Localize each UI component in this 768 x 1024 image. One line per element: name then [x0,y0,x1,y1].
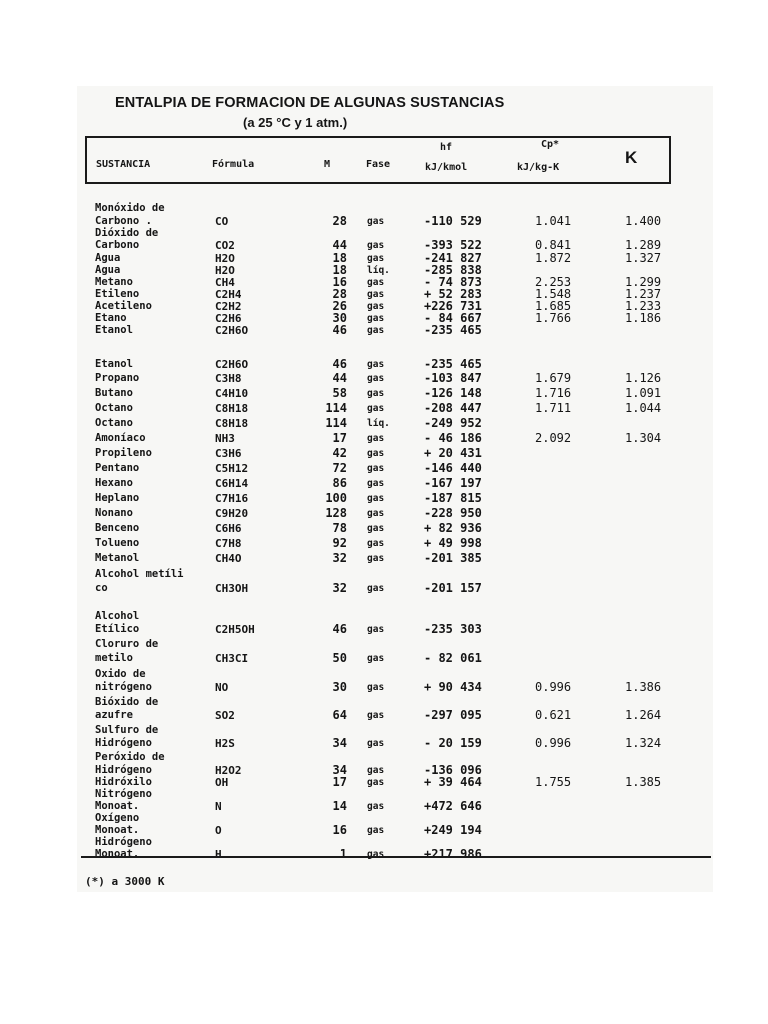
scanned-page [77,86,713,892]
cell-formula: C8H18 [215,417,249,430]
cell-hf: -201 157 [424,581,482,595]
cell-cp: 0.621 [535,708,572,722]
cell-name: Carbono . [95,215,152,227]
cell-fase: gas [367,448,385,459]
cell-fase: gas [367,359,385,370]
cell-m: 32 [332,551,347,565]
cell-m: 46 [332,622,347,636]
cell-name: Hidrógeno [95,737,152,749]
cell-hf: -241 827 [424,251,482,265]
header-k: K [625,148,638,167]
cell-name: Oxido de [95,668,146,680]
cell-name: Etano [95,312,127,324]
cell-fase: gas [367,388,385,399]
cell-m: 42 [332,446,347,460]
cell-m: 100 [325,491,347,505]
cell-fase: gas [367,583,385,594]
cell-fase: gas [367,277,385,288]
cell-name: Butano [95,387,133,399]
cell-m: 16 [332,275,347,289]
cell-fase: gas [367,478,385,489]
cell-k: 1.385 [625,775,662,789]
cell-hf: +249 194 [424,823,482,837]
cell-fase: gas [367,433,385,444]
cell-formula: H2S [215,737,235,750]
cell-hf: -110 529 [424,214,482,228]
cell-m: 28 [332,287,347,301]
cell-cp: 2.253 [535,275,572,289]
cell-cp: 0.841 [535,238,572,252]
cell-name: Monoat. [95,824,140,836]
cell-formula: H2O2 [215,764,242,777]
cell-hf: -126 148 [424,386,482,400]
cell-k: 1.400 [625,214,662,228]
cell-hf: -167 197 [424,476,482,490]
cell-cp: 1.548 [535,287,572,301]
cell-name: Monoat. [95,848,140,860]
cell-hf: -235 465 [424,357,482,371]
cell-hf: - 82 061 [424,651,482,665]
cell-fase: gas [367,710,385,721]
cell-cp: 1.041 [535,214,572,228]
cell-m: 34 [332,763,347,777]
cell-m: 64 [332,708,347,722]
cell-formula: C7H16 [215,492,249,505]
cell-name: Peróxido de [95,751,165,763]
cell-fase: líq. [367,265,390,276]
cell-m: 18 [332,251,347,265]
cell-m: 32 [332,581,347,595]
cell-fase: gas [367,777,385,788]
cell-hf: -235 465 [424,323,482,337]
cell-formula: H2O [215,252,235,265]
cell-name: Pentano [95,462,140,474]
cell-formula: CO [215,215,229,228]
cell-hf: +226 731 [424,299,482,313]
cell-m: 78 [332,521,347,535]
footnote: (*) a 3000 K [85,875,165,888]
cell-k: 1.264 [625,708,662,722]
cell-hf: +472 646 [424,799,482,813]
cell-name: azufre [95,709,133,721]
cell-fase: gas [367,765,385,776]
cell-fase: gas [367,653,385,664]
cell-cp: 1.716 [535,386,572,400]
cell-formula: H [215,848,222,861]
cell-k: 1.304 [625,431,662,445]
cell-m: 58 [332,386,347,400]
cell-fase: gas [367,738,385,749]
cell-fase: gas [367,493,385,504]
cell-formula: CH3OH [215,582,249,595]
cell-m: 16 [332,823,347,837]
cell-name: Propano [95,372,140,384]
cell-hf: +217 986 [424,847,482,861]
cell-formula: C3H8 [215,372,242,385]
cell-hf: -228 950 [424,506,482,520]
cell-name: Etanol [95,324,133,336]
cell-hf: -285 838 [424,263,482,277]
cell-formula: OH [215,776,229,789]
table-bottom-rule [81,856,711,858]
cell-hf: + 49 998 [424,536,482,550]
cell-hf: - 74 873 [424,275,482,289]
cell-fase: gas [367,538,385,549]
cell-fase: gas [367,325,385,336]
header-sustancia: SUSTANCIA [96,159,151,170]
cell-fase: gas [367,240,385,251]
cell-fase: gas [367,825,385,836]
cell-name: Oxígeno [95,812,140,824]
header-formula: Fórmula [212,159,255,170]
cell-m: 30 [332,680,347,694]
cell-name: Sulfuro de [95,724,159,736]
cell-m: 18 [332,263,347,277]
cell-cp: 1.711 [535,401,572,415]
cell-fase: gas [367,624,385,635]
cell-formula: C3H6 [215,447,242,460]
cell-k: 1.126 [625,371,662,385]
cell-hf: -393 522 [424,238,482,252]
cell-formula: C6H6 [215,522,242,535]
cell-fase: gas [367,523,385,534]
cell-m: 30 [332,311,347,325]
cell-formula: NH3 [215,432,235,445]
cell-hf: -235 303 [424,622,482,636]
cell-name: Cloruro de [95,638,159,650]
cell-m: 114 [325,401,347,415]
cell-k: 1.091 [625,386,662,400]
cell-cp: 1.679 [535,371,572,385]
cell-hf: - 84 667 [424,311,482,325]
cell-formula: C2H4 [215,288,242,301]
cell-m: 17 [332,431,347,445]
cell-k: 1.289 [625,238,662,252]
cell-hf: -146 440 [424,461,482,475]
cell-formula: O [215,824,222,837]
cell-name: Alcohol [95,610,140,622]
cell-name: nitrógeno [95,681,152,693]
cell-fase: gas [367,289,385,300]
cell-cp: 0.996 [535,736,572,750]
cell-hf: -208 447 [424,401,482,415]
cell-formula: C4H10 [215,387,249,400]
cell-name: Octano [95,417,133,429]
cell-formula: CH4 [215,276,235,289]
cell-name: Amoníaco [95,432,146,444]
cell-hf: -249 952 [424,416,482,430]
cell-formula: C7H8 [215,537,242,550]
cell-name: Monóxido de [95,202,165,214]
cell-hf: + 39 464 [424,775,482,789]
cell-formula: C8H18 [215,402,249,415]
cell-cp: 1.872 [535,251,572,265]
cell-name: Nonano [95,507,133,519]
cell-fase: gas [367,216,385,227]
cell-fase: líq. [367,418,390,429]
cell-formula: SO2 [215,709,235,722]
cell-name: Nitrógeno [95,788,152,800]
cell-name: Dióxido de [95,227,159,239]
cell-m: 26 [332,299,347,313]
cell-k: 1.233 [625,299,662,313]
cell-hf: -187 815 [424,491,482,505]
cell-formula: N [215,800,222,813]
cell-fase: gas [367,508,385,519]
cell-formula: C2H6O [215,324,249,337]
cell-name: co [95,582,108,594]
cell-name: Monoat. [95,800,140,812]
table-body [77,86,713,892]
cell-fase: gas [367,301,385,312]
cell-formula: C2H6O [215,358,249,371]
cell-name: Metano [95,276,133,288]
cell-hf: + 52 283 [424,287,482,301]
cell-m: 128 [325,506,347,520]
page-subtitle: (a 25 °C y 1 atm.) [243,115,348,130]
cell-fase: gas [367,682,385,693]
cell-formula: C2H2 [215,300,242,313]
cell-m: 86 [332,476,347,490]
cell-name: Hidrógeno [95,764,152,776]
cell-fase: gas [367,253,385,264]
cell-cp: 1.755 [535,775,572,789]
cell-formula: CH3CI [215,652,249,665]
cell-m: 14 [332,799,347,813]
header-m: M [324,159,331,170]
cell-hf: + 82 936 [424,521,482,535]
cell-name: Carbono [95,239,140,251]
cell-fase: gas [367,463,385,474]
cell-k: 1.237 [625,287,662,301]
cell-name: Bióxido de [95,696,159,708]
cell-name: Etileno [95,288,140,300]
cell-name: Heplano [95,492,140,504]
cell-name: Agua [95,264,121,276]
cell-m: 34 [332,736,347,750]
cell-k: 1.386 [625,680,662,694]
cell-m: 46 [332,323,347,337]
cell-cp: 1.766 [535,311,572,325]
cell-fase: gas [367,313,385,324]
cell-hf: -297 095 [424,708,482,722]
cell-formula: C9H20 [215,507,249,520]
cell-m: 44 [332,371,347,385]
cell-m: 28 [332,214,347,228]
cell-name: Hidrógeno [95,836,152,848]
cell-name: metilo [95,652,133,664]
cell-m: 44 [332,238,347,252]
cell-fase: gas [367,403,385,414]
cell-k: 1.186 [625,311,662,325]
cell-hf: + 90 434 [424,680,482,694]
cell-m: 17 [332,775,347,789]
cell-fase: gas [367,553,385,564]
cell-formula: C2H6 [215,312,242,325]
cell-k: 1.324 [625,736,662,750]
cell-hf: -201 385 [424,551,482,565]
cell-hf: + 20 431 [424,446,482,460]
cell-cp: 1.685 [535,299,572,313]
cell-hf: - 20 159 [424,736,482,750]
cell-m: 92 [332,536,347,550]
cell-m: 1 [339,847,347,861]
cell-fase: gas [367,801,385,812]
cell-name: Agua [95,252,121,264]
page-title: ENTALPIA DE FORMACION DE ALGUNAS SUSTANCIAS [115,95,505,111]
cell-name: Hexano [95,477,133,489]
cell-name: Etílico [95,623,140,635]
header-hf-unit: kJ/kmol [425,162,468,173]
cell-formula: CO2 [215,239,235,252]
cell-k: 1.299 [625,275,662,289]
cell-formula: C5H12 [215,462,249,475]
cell-formula: C2H5OH [215,623,255,636]
cell-formula: CH4O [215,552,242,565]
cell-formula: H2O [215,264,235,277]
cell-name: Etanol [95,358,133,370]
cell-fase: gas [367,849,385,860]
cell-m: 114 [325,416,347,430]
cell-name: Alcohol metíli [95,568,184,580]
cell-formula: NO [215,681,229,694]
cell-formula: C6H14 [215,477,249,490]
cell-name: Octano [95,402,133,414]
cell-m: 50 [332,651,347,665]
cell-hf: - 46 186 [424,431,482,445]
cell-k: 1.327 [625,251,662,265]
header-cp-unit: kJ/kg-K [517,162,560,173]
header-hf: hf [440,142,453,153]
cell-m: 72 [332,461,347,475]
cell-name: Propileno [95,447,152,459]
cell-k: 1.044 [625,401,662,415]
cell-name: Tolueno [95,537,140,549]
cell-hf: -103 847 [424,371,482,385]
cell-name: Metanol [95,552,140,564]
cell-m: 46 [332,357,347,371]
cell-cp: 0.996 [535,680,572,694]
cell-name: Acetileno [95,300,152,312]
header-fase: Fase [366,159,391,170]
cell-fase: gas [367,373,385,384]
cell-hf: -136 096 [424,763,482,777]
cell-name: Benceno [95,522,140,534]
cell-cp: 2.092 [535,431,572,445]
cell-name: Hidróxilo [95,776,152,788]
header-cp: Cp* [541,139,560,150]
